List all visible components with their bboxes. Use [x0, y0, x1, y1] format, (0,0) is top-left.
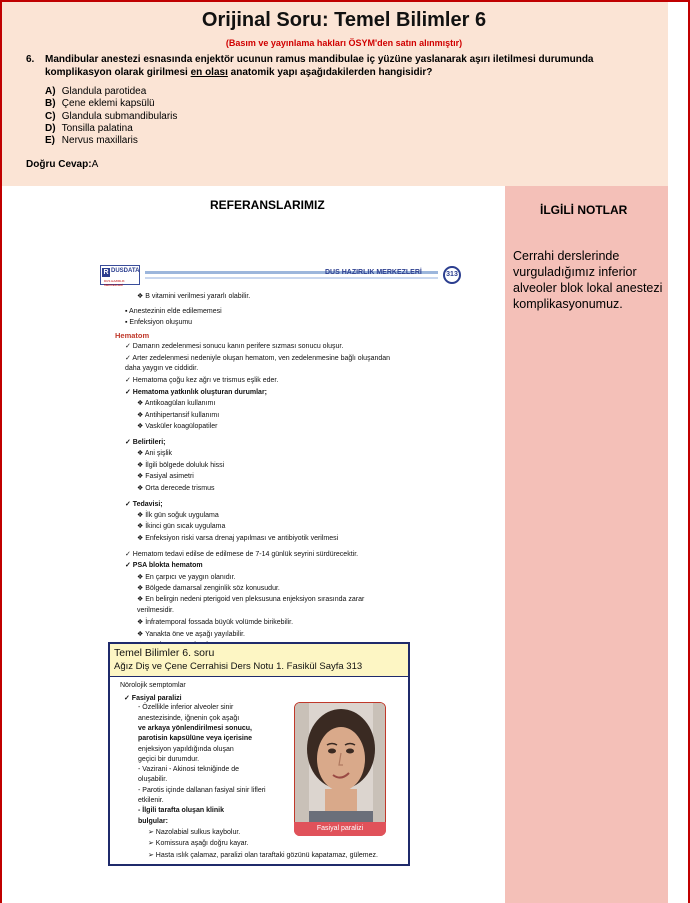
- notes-text: Cerrahi derslerinde vurguladığımız inferior alveoler blok lokal anestezi komplikasyonumuz.: [513, 249, 663, 311]
- logo-letter: R: [103, 269, 109, 276]
- reference-box-body: [110, 678, 408, 864]
- references-title: REFERANSLARIMIZ: [210, 198, 325, 212]
- reference-box-line: - İlgili tarafta oluşan klinik: [138, 807, 224, 815]
- reference-line: ✓ Hematoma çoğu kez ağrı ve trismus eşlik eder.: [125, 377, 279, 385]
- reference-line: ❖ Orta derecede trismus: [137, 484, 215, 492]
- correct-answer: [26, 159, 98, 170]
- option-text: Glandula submandibularis: [61, 110, 178, 122]
- reference-line: ❖ Yanakta öne ve aşağı yayılabilir.: [137, 630, 245, 638]
- option-text: Tonsilla palatina: [61, 122, 133, 134]
- option-text: Glandula parotidea: [61, 86, 147, 97]
- answer-value: A: [91, 159, 99, 170]
- header-bar-secondary: [145, 277, 438, 279]
- reference-box-line: ✓ Fasiyal paralizi: [124, 695, 182, 702]
- reference-box-line: - Vazirani - Akinosi tekniğinde de: [138, 766, 240, 774]
- reference-box-line: - Özellikle inferior alveoler sinir: [138, 704, 234, 712]
- reference-line: ❖ Fasiyal asimetri: [137, 473, 194, 481]
- reference-line: ❖ İkinci gün sıcak uygulama: [137, 523, 226, 531]
- reference-box-line: parotisin kapsülüne veya içerisine: [138, 735, 252, 743]
- question-text-underlined: en olası: [190, 67, 228, 78]
- reference-line: ❖ Enfeksiyon riski varsa drenaj yapılması ve antibiyotik verilmesi: [137, 534, 339, 542]
- reference-line: verilmesidir.: [137, 606, 174, 614]
- reference-line: ✓ Belirtileri;: [125, 439, 166, 446]
- reference-line: ✓ PSA blokta hematom: [125, 562, 203, 570]
- reference-line: ▪ Enfeksiyon oluşumu: [125, 319, 193, 327]
- reference-box-line: anestezisinde, iğnenin çok aşağı: [138, 714, 240, 722]
- reference-box-line: ➢ Hasta ıslık çalamaz, paralizi olan taraftaki gözünü kapatamaz, gülemez.: [148, 851, 378, 859]
- question-text-part1: Mandibular anestezi esnasında enjektör ucunun ramus mandibulae iç yüzüne yaslanarak aşırı iletilmesi durumunda komplikasyon olarak girilmesi: [45, 54, 594, 78]
- reference-box-line: oluşabilir.: [138, 776, 168, 784]
- reference-line: ✓ Hematoma yatkınlık oluşturan durumlar;: [125, 388, 268, 396]
- option-letter: A): [45, 86, 56, 97]
- reference-line: ❖ İlk gün soğuk uygulama: [137, 512, 219, 519]
- option-letter: E): [45, 135, 55, 147]
- notes-title: İLGİLİ NOTLAR: [540, 203, 628, 217]
- page-header-label: DUS HAZIRLIK MERKEZLERİ: [325, 269, 422, 276]
- reference-box-line: - Parotis içinde dallanan fasiyal sinir lifleri: [138, 786, 266, 794]
- option-text: Nervus maxillaris: [61, 135, 138, 147]
- option-d: [45, 123, 177, 135]
- reference-box-line: enjeksiyon yapıldığında oluşan: [138, 745, 234, 753]
- reference-line: ✓ Arter zedelenmesi nedeniyle oluşan hematom, ven zedelenmesine bağlı oluşandan: [125, 354, 391, 362]
- dusdata-logo: [100, 265, 140, 285]
- reference-line: ✓ Damarın zedelenmesi sonucu kanın perifere sızması sonucu oluşur.: [125, 343, 344, 351]
- reference-page-scan: [95, 262, 495, 642]
- reference-box-line: ➢ Komissura aşağı doğru kayar.: [148, 840, 249, 848]
- answer-label: Doğru Cevap:: [26, 159, 92, 170]
- reference-box-source: Ağız Diş ve Çene Cerrahisi Ders Notu 1. Fasikül Sayfa 313: [114, 661, 363, 672]
- option-letter: C): [45, 110, 56, 122]
- reference-line: ✓ Tedavisi;: [125, 500, 163, 508]
- patient-face-image: [295, 703, 386, 836]
- reference-line: ❖ B vitamini verilmesi yararlı olabilir.: [137, 293, 251, 300]
- reference-box-line: etkilenir.: [138, 797, 164, 804]
- reference-box: [108, 642, 410, 866]
- reference-box-header: [110, 644, 408, 677]
- question-text: [45, 53, 645, 79]
- question-number: 6.: [26, 54, 35, 65]
- reference-line: ❖ İlgili bölgede doluluk hissi: [137, 461, 225, 469]
- option-e: [45, 135, 177, 147]
- photo-caption: Fasiyal paralizi: [294, 822, 386, 836]
- reference-line: ❖ İnfratemporal fossada büyük volümde birikebilir.: [137, 619, 294, 627]
- reference-line: ✓ Hematom tedavi edilse de edilmese de 7-14 günlük seyrini sürdürecektir.: [125, 550, 359, 558]
- reference-box-line: geçici bir durumdur.: [138, 755, 200, 763]
- option-b: [45, 98, 177, 110]
- reference-section-heading: Hematom: [115, 330, 150, 340]
- right-margin: [668, 2, 688, 903]
- page-number-badge: 313: [443, 266, 461, 284]
- reference-line: daha yaygın ve ciddidir.: [125, 365, 199, 372]
- logo-name: DUSDATA: [111, 268, 140, 274]
- reference-line: ❖ En çarpıcı ve yaygın olanıdır.: [137, 573, 236, 581]
- reference-box-line: ➢ Nazolabial sulkus kaybolur.: [148, 828, 241, 836]
- reference-line: ❖ Antikoagülan kullanımı: [137, 400, 216, 408]
- reference-line: ❖ Bölgede damarsal zenginlik söz konusudur.: [137, 585, 280, 592]
- reference-line: ❖ Vasküler koagülopatiler: [137, 423, 218, 430]
- reference-line: ❖ En belirgin nedeni pterigoid ven pleksusuna enjeksiyon sırasında zarar: [137, 596, 365, 604]
- reference-box-line: bulgular:: [138, 817, 168, 825]
- option-letter: B): [45, 98, 56, 110]
- option-letter: D): [45, 122, 56, 134]
- logo-subtitle: DUS HAZIRLIK MERKEZLERİ: [104, 279, 125, 287]
- answer-options: [45, 86, 177, 147]
- reference-line: ❖ Ani şişlik: [137, 450, 173, 458]
- option-a: [45, 86, 177, 98]
- copyright-note: (Basım ve yayınlama hakları ÖSYM'den satın alınmıştır): [225, 38, 463, 48]
- reference-line: ▪ Anestezinin elde edilememesi: [125, 308, 222, 315]
- patient-photo: [294, 702, 386, 836]
- reference-box-section: Nörolojik semptomlar: [120, 682, 186, 689]
- reference-line: ❖ Antihipertansif kullanımı: [137, 411, 220, 419]
- reference-box-line: ve arkaya yönlendirilmesi sonucu,: [138, 724, 252, 732]
- option-c: [45, 111, 177, 123]
- page-title: Orijinal Soru: Temel Bilimler 6: [201, 9, 487, 31]
- question-text-part2: anatomik yapı aşağıdakilerden hangisidir?: [227, 67, 433, 78]
- option-text: Çene eklemi kapsülü: [61, 98, 155, 110]
- reference-box-title: Temel Bilimler 6. soru: [114, 647, 215, 659]
